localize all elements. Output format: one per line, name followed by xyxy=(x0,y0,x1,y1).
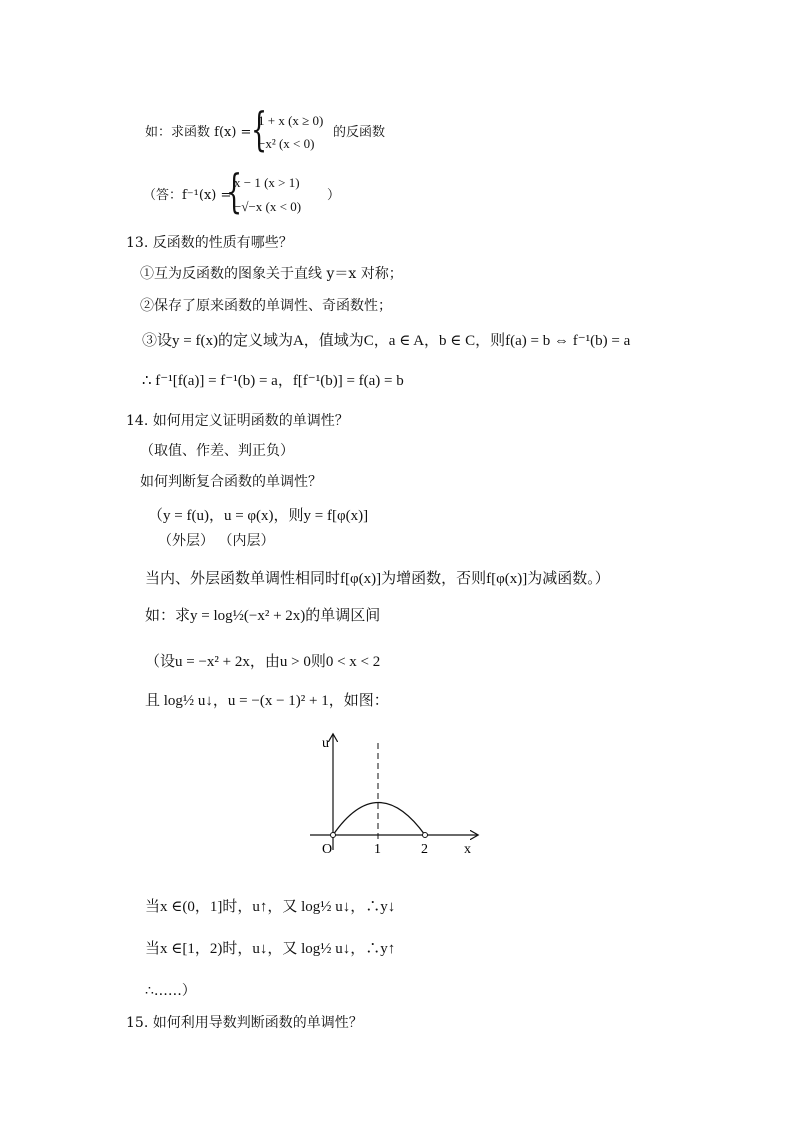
answer-case-2: −√−x (x < 0) xyxy=(234,199,302,214)
q13-point-2: ②保存了原来函数的单调性、奇函数性； xyxy=(140,298,392,314)
left-brace: { xyxy=(251,102,268,156)
q14-composite: （y = f(u)，u = φ(x)，则y = f[φ(x)] xyxy=(148,508,369,524)
q14-case-a: 当x ∈(0，1]时，u↑，又 log½ u↓，∴y↓ xyxy=(145,899,396,915)
q14-case-b: 当x ∈[1，2)时，u↓，又 log½ u↓，∴y↑ xyxy=(145,941,396,957)
u-axis-label: u xyxy=(322,736,329,751)
q13-heading: 13. 反函数的性质有哪些？ xyxy=(126,235,293,251)
origin-label: O xyxy=(322,842,333,857)
example-prefix: 如：求函数 f(x) = xyxy=(145,125,252,140)
origin-point xyxy=(331,833,336,838)
root-point xyxy=(423,833,428,838)
q13-point-3: ③设y = f(x)的定义域为A，值域为C，a ∈ A，b ∈ C，则f(a) = b ⇔ f⁻¹(b) = a xyxy=(142,333,631,349)
x-axis-label: x xyxy=(464,842,471,857)
q15-heading: 15. 如何利用导数判断函数的单调性？ xyxy=(126,1015,363,1031)
left-brace: { xyxy=(226,164,243,218)
parabola-graph xyxy=(300,725,490,860)
answer-case-1: x − 1 (x > 1) xyxy=(234,175,300,190)
tick-1-label: 1 xyxy=(374,842,381,857)
q14-etc: ∴……） xyxy=(145,983,196,999)
q14-method: （取值、作差、判正负） xyxy=(140,443,294,459)
q14-rule: 当内、外层函数单调性相同时f[φ(x)]为增函数，否则f[φ(x)]为减函数。） xyxy=(145,571,610,587)
example-case-2: −x² (x < 0) xyxy=(258,136,315,151)
q13-point-4: ∴ f⁻¹[f(a)] = f⁻¹(b) = a，f[f⁻¹(b)] = f(a) = b xyxy=(142,373,404,389)
example-suffix: 的反函数 xyxy=(333,125,386,140)
q14-sub-heading: 如何判断复合函数的单调性？ xyxy=(140,474,322,490)
q14-heading: 14. 如何用定义证明函数的单调性？ xyxy=(126,413,349,429)
example-case-1: 1 + x (x ≥ 0) xyxy=(258,113,324,128)
tick-2-label: 2 xyxy=(421,842,428,857)
q14-example: 如：求y = log½(−x² + 2x)的单调区间 xyxy=(145,608,381,624)
q13-point-1: ①互为反函数的图象关于直线 y＝x 对称； xyxy=(140,266,403,282)
q14-layers: （外层） （内层） xyxy=(158,533,275,549)
q14-and: 且 log½ u↓，u = −(x − 1)² + 1，如图： xyxy=(145,693,389,709)
answer-prefix: （答：f⁻¹(x) = xyxy=(143,188,232,203)
answer-suffix: ） xyxy=(327,188,341,203)
q14-let: （设u = −x² + 2x，由u > 0则0 < x < 2 xyxy=(145,654,381,670)
parabola-curve xyxy=(333,803,425,836)
